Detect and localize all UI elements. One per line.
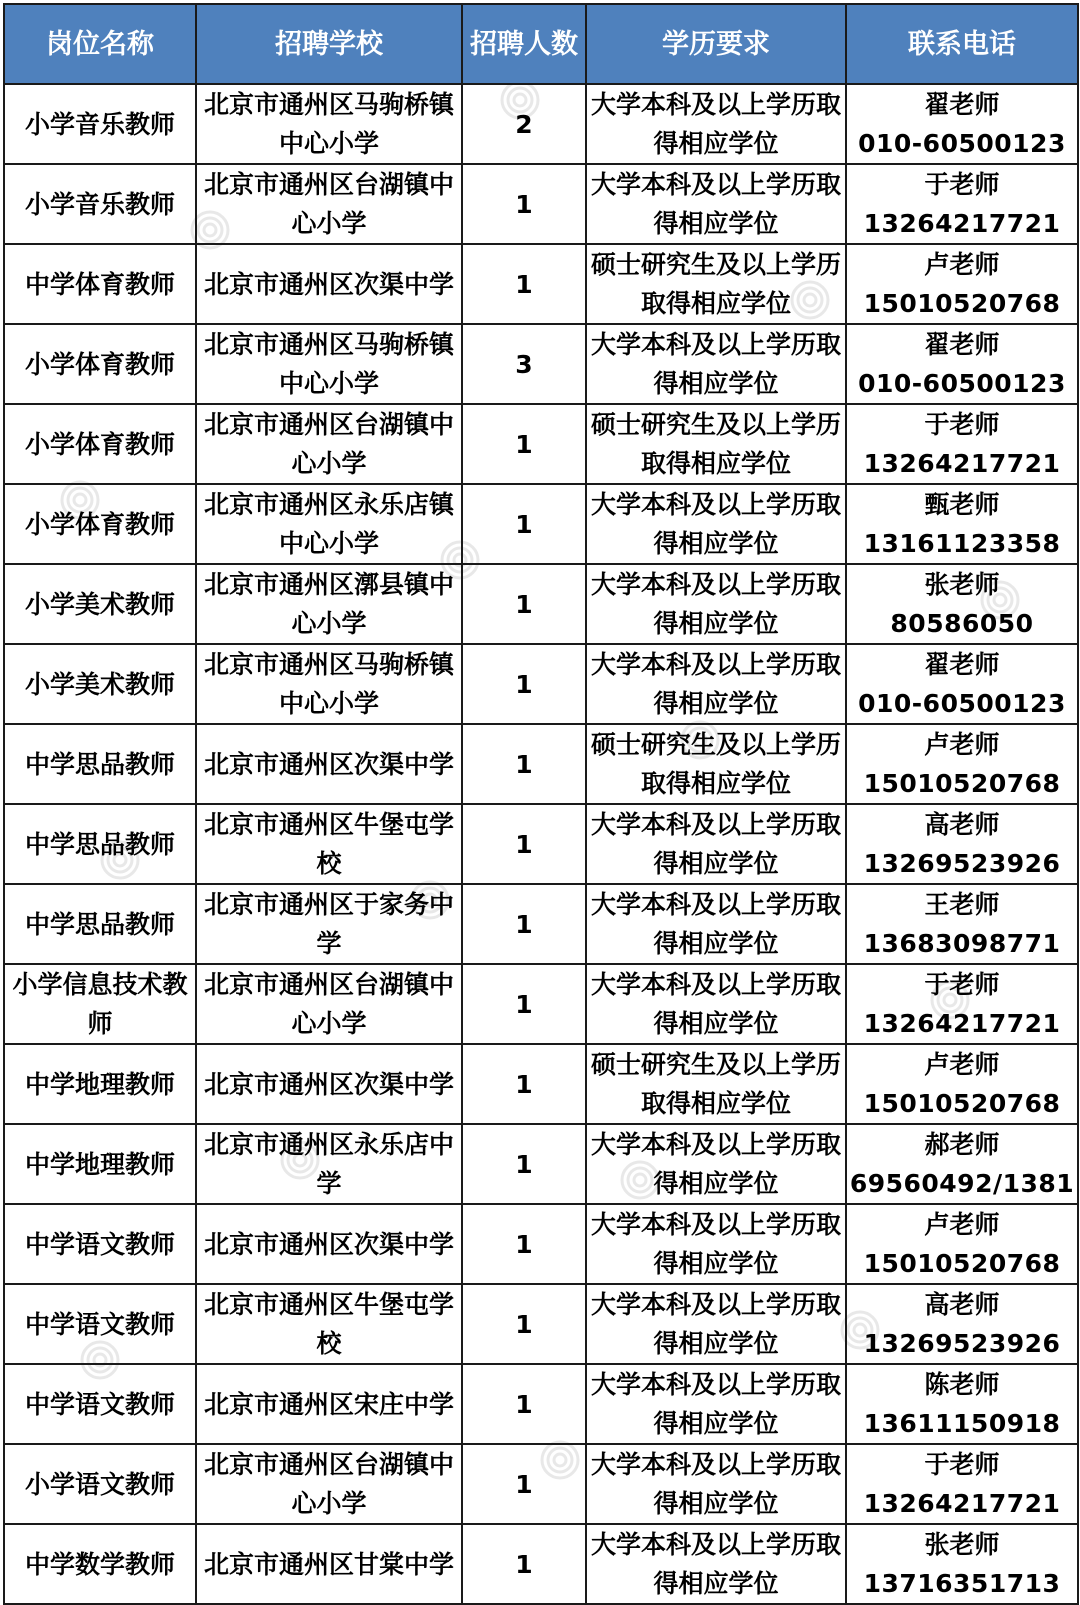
education-cell: 大学本科及以上学历取得相应学位 (586, 1204, 846, 1284)
contact-name: 翟老师 (924, 330, 1000, 359)
contact-cell (846, 404, 1078, 484)
school-cell: 北京市通州区永乐店镇中心小学 (196, 484, 462, 564)
count-cell: 1 (462, 1364, 586, 1444)
contact-phone: 13161123358 (863, 529, 1061, 558)
school-cell: 北京市通州区马驹桥镇中心小学 (196, 644, 462, 724)
count-cell: 1 (462, 884, 586, 964)
contact-name: 卢老师 (924, 730, 1000, 759)
table-row (4, 1284, 1078, 1364)
contact-name: 于老师 (924, 1450, 1000, 1479)
school-cell: 北京市通州区宋庄中学 (196, 1364, 462, 1444)
table-row (4, 644, 1078, 724)
contact-phone: 010-60500123 (858, 369, 1066, 398)
education-cell: 大学本科及以上学历取得相应学位 (586, 1444, 846, 1524)
contact-cell (846, 1364, 1078, 1444)
contact-cell (846, 1284, 1078, 1364)
contact-phone: 13264217721 (863, 1009, 1061, 1038)
count-cell: 1 (462, 964, 586, 1044)
contact-cell (846, 484, 1078, 564)
count-cell: 1 (462, 1444, 586, 1524)
contact-phone: 15010520768 (863, 769, 1061, 798)
school-cell: 北京市通州区漷县镇中心小学 (196, 564, 462, 644)
position-cell: 中学体育教师 (4, 244, 196, 324)
contact-phone: 15010520768 (863, 289, 1061, 318)
header-position: 岗位名称 (4, 4, 196, 84)
count-cell: 1 (462, 484, 586, 564)
school-cell: 北京市通州区于家务中学 (196, 884, 462, 964)
school-cell: 北京市通州区马驹桥镇中心小学 (196, 84, 462, 164)
education-cell: 大学本科及以上学历取得相应学位 (586, 164, 846, 244)
contact-phone: 010-60500123 (858, 129, 1066, 158)
count-cell: 1 (462, 164, 586, 244)
education-cell: 大学本科及以上学历取得相应学位 (586, 644, 846, 724)
contact-name: 翟老师 (924, 90, 1000, 119)
contact-name: 陈老师 (924, 1370, 1000, 1399)
count-cell: 1 (462, 1204, 586, 1284)
contact-cell (846, 84, 1078, 164)
school-cell: 北京市通州区甘棠中学 (196, 1524, 462, 1604)
education-cell: 大学本科及以上学历取得相应学位 (586, 1524, 846, 1604)
count-cell: 1 (462, 244, 586, 324)
contact-name: 郝老师 (924, 1130, 1000, 1159)
position-cell: 中学地理教师 (4, 1044, 196, 1124)
table-row (4, 804, 1078, 884)
contact-cell (846, 1444, 1078, 1524)
position-cell: 小学音乐教师 (4, 84, 196, 164)
count-cell: 2 (462, 84, 586, 164)
education-cell: 大学本科及以上学历取得相应学位 (586, 84, 846, 164)
header-education: 学历要求 (586, 4, 846, 84)
contact-phone: 13683098771 (863, 929, 1061, 958)
header-row (4, 4, 1078, 84)
school-cell: 北京市通州区次渠中学 (196, 244, 462, 324)
contact-cell (846, 1044, 1078, 1124)
position-cell: 中学语文教师 (4, 1284, 196, 1364)
contact-phone: 13269523926 (863, 1329, 1061, 1358)
position-cell: 小学美术教师 (4, 644, 196, 724)
position-cell: 中学地理教师 (4, 1124, 196, 1204)
count-cell: 1 (462, 644, 586, 724)
header-contact: 联系电话 (846, 4, 1078, 84)
education-cell: 大学本科及以上学历取得相应学位 (586, 484, 846, 564)
count-cell: 1 (462, 804, 586, 884)
contact-cell (846, 724, 1078, 804)
school-cell: 北京市通州区次渠中学 (196, 1044, 462, 1124)
contact-name: 甄老师 (924, 490, 1000, 519)
contact-phone: 15010520768 (863, 1249, 1061, 1278)
contact-cell (846, 964, 1078, 1044)
school-cell: 北京市通州区台湖镇中心小学 (196, 1444, 462, 1524)
count-cell: 1 (462, 1524, 586, 1604)
count-cell: 3 (462, 324, 586, 404)
count-cell: 1 (462, 564, 586, 644)
contact-name: 卢老师 (924, 250, 1000, 279)
education-cell: 大学本科及以上学历取得相应学位 (586, 1284, 846, 1364)
contact-phone: 13269523926 (863, 849, 1061, 878)
education-cell: 硕士研究生及以上学历取得相应学位 (586, 724, 846, 804)
table-header (4, 4, 1078, 84)
position-cell: 中学语文教师 (4, 1364, 196, 1444)
table-row (4, 324, 1078, 404)
position-cell: 小学语文教师 (4, 1444, 196, 1524)
position-cell: 小学音乐教师 (4, 164, 196, 244)
count-cell: 1 (462, 404, 586, 484)
contact-cell (846, 564, 1078, 644)
contact-name: 张老师 (924, 570, 1000, 599)
contact-cell (846, 884, 1078, 964)
contact-name: 于老师 (924, 410, 1000, 439)
header-count: 招聘人数 (462, 4, 586, 84)
table-row (4, 164, 1078, 244)
school-cell: 北京市通州区牛堡屯学校 (196, 804, 462, 884)
position-cell: 中学数学教师 (4, 1524, 196, 1604)
contact-cell (846, 324, 1078, 404)
school-cell: 北京市通州区台湖镇中心小学 (196, 164, 462, 244)
education-cell: 大学本科及以上学历取得相应学位 (586, 884, 846, 964)
contact-cell (846, 1524, 1078, 1604)
contact-name: 翟老师 (924, 650, 1000, 679)
count-cell: 1 (462, 724, 586, 804)
table-row (4, 84, 1078, 164)
contact-phone: 13611150918 (863, 1409, 1061, 1438)
contact-cell (846, 244, 1078, 324)
contact-phone: 80586050 (890, 609, 1034, 638)
table-body (4, 84, 1078, 1604)
table-row (4, 1044, 1078, 1124)
education-cell: 大学本科及以上学历取得相应学位 (586, 564, 846, 644)
contact-name: 高老师 (924, 1290, 1000, 1319)
contact-name: 卢老师 (924, 1210, 1000, 1239)
table-row (4, 1364, 1078, 1444)
table-row (4, 244, 1078, 324)
contact-phone: 13264217721 (863, 449, 1061, 478)
education-cell: 大学本科及以上学历取得相应学位 (586, 324, 846, 404)
education-cell: 硕士研究生及以上学历取得相应学位 (586, 404, 846, 484)
school-cell: 北京市通州区永乐店中学 (196, 1124, 462, 1204)
contact-name: 于老师 (924, 970, 1000, 999)
table-row (4, 1204, 1078, 1284)
contact-phone: 13716351713 (863, 1569, 1061, 1598)
school-cell: 北京市通州区次渠中学 (196, 724, 462, 804)
contact-cell (846, 644, 1078, 724)
table-row (4, 1524, 1078, 1604)
table-row (4, 964, 1078, 1044)
contact-name: 于老师 (924, 170, 1000, 199)
position-cell: 小学体育教师 (4, 404, 196, 484)
contact-name: 高老师 (924, 810, 1000, 839)
school-cell: 北京市通州区台湖镇中心小学 (196, 964, 462, 1044)
table-row (4, 484, 1078, 564)
education-cell: 大学本科及以上学历取得相应学位 (586, 1364, 846, 1444)
recruitment-table (3, 3, 1079, 1605)
header-school: 招聘学校 (196, 4, 462, 84)
education-cell: 硕士研究生及以上学历取得相应学位 (586, 1044, 846, 1124)
position-cell: 小学美术教师 (4, 564, 196, 644)
contact-cell (846, 164, 1078, 244)
contact-phone: 15010520768 (863, 1089, 1061, 1118)
table-row (4, 564, 1078, 644)
count-cell: 1 (462, 1284, 586, 1364)
table-row (4, 1444, 1078, 1524)
position-cell: 小学体育教师 (4, 324, 196, 404)
education-cell: 硕士研究生及以上学历取得相应学位 (586, 244, 846, 324)
count-cell: 1 (462, 1044, 586, 1124)
contact-cell (846, 804, 1078, 884)
position-cell: 小学信息技术教师 (4, 964, 196, 1044)
table-row (4, 724, 1078, 804)
count-cell: 1 (462, 1124, 586, 1204)
school-cell: 北京市通州区马驹桥镇中心小学 (196, 324, 462, 404)
contact-name: 张老师 (924, 1530, 1000, 1559)
education-cell: 大学本科及以上学历取得相应学位 (586, 804, 846, 884)
position-cell: 小学体育教师 (4, 484, 196, 564)
table-row (4, 1124, 1078, 1204)
school-cell: 北京市通州区牛堡屯学校 (196, 1284, 462, 1364)
contact-cell (846, 1204, 1078, 1284)
position-cell: 中学思品教师 (4, 884, 196, 964)
position-cell: 中学语文教师 (4, 1204, 196, 1284)
contact-name: 王老师 (924, 890, 1000, 919)
education-cell: 大学本科及以上学历取得相应学位 (586, 1124, 846, 1204)
contact-phone: 13264217721 (863, 1489, 1061, 1518)
education-cell: 大学本科及以上学历取得相应学位 (586, 964, 846, 1044)
position-cell: 中学思品教师 (4, 724, 196, 804)
table-row (4, 404, 1078, 484)
school-cell: 北京市通州区台湖镇中心小学 (196, 404, 462, 484)
contact-phone: 010-60500123 (858, 689, 1066, 718)
contact-cell (846, 1124, 1078, 1204)
school-cell: 北京市通州区次渠中学 (196, 1204, 462, 1284)
contact-name: 卢老师 (924, 1050, 1000, 1079)
contact-phone: 69560492/1381 (849, 1169, 1075, 1198)
contact-phone: 13264217721 (863, 209, 1061, 238)
position-cell: 中学思品教师 (4, 804, 196, 884)
table-row (4, 884, 1078, 964)
